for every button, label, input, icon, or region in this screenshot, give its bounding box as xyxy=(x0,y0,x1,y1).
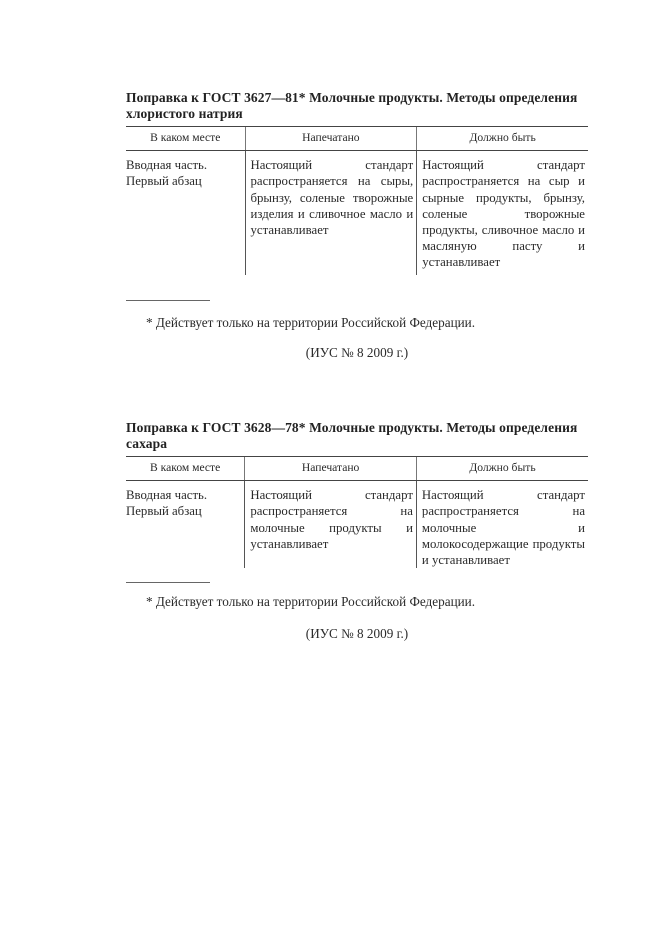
footnote: * Действует только на территории Российской Федерации. xyxy=(146,315,476,330)
cell-printed xyxy=(245,151,417,276)
cell-place-text: Вводная часть. Первый абзац xyxy=(126,488,208,519)
table-header-row xyxy=(126,457,588,481)
cell-should-be xyxy=(416,481,588,569)
column-header-should-be: Должно быть xyxy=(417,127,588,151)
footnote-divider xyxy=(126,582,210,583)
cell-should-be-text: Настоящий стандарт распространяется на сыр и сырные продукты, брынзу, соленые творожные продукты, сливочное масло и масляную пасту и устанавливает xyxy=(422,158,585,270)
column-header-place: В каком месте xyxy=(126,127,245,151)
amendment-1 xyxy=(126,90,588,360)
cell-should-be xyxy=(417,151,588,276)
table-row xyxy=(126,481,588,569)
column-header-should-be: Должно быть xyxy=(416,457,588,481)
table-row xyxy=(126,151,588,276)
table-header-row xyxy=(126,127,588,151)
cell-printed-text: Настоящий стандарт распространяется на молочные продукты и устанавливает xyxy=(250,488,413,551)
footnote: * Действует только на территории Российской Федерации. xyxy=(146,594,476,609)
amendment-table xyxy=(126,126,588,275)
amendment-table xyxy=(126,456,588,568)
cell-place xyxy=(126,481,245,569)
cell-printed-text: Настоящий стандарт распространяется на сыры, брынзу, соленые творожные изделия и сливочное масло и устанавливает xyxy=(250,158,414,238)
cell-should-be-text: Настоящий стандарт распространяется на молочные и молокосодержащие продукты и устанавливает xyxy=(421,488,585,568)
column-header-printed: Напечатано xyxy=(245,127,417,151)
ius-reference: (ИУС № 8 2009 г.) xyxy=(305,345,409,360)
cell-printed xyxy=(245,481,417,569)
footnote-divider xyxy=(126,300,210,301)
column-header-printed: Напечатано xyxy=(245,457,417,481)
column-header-place: В каком месте xyxy=(126,457,245,481)
cell-place xyxy=(126,151,245,276)
cell-place-text: Вводная часть. Первый абзац xyxy=(126,158,208,189)
ius-reference: (ИУС № 8 2009 г.) xyxy=(305,626,409,641)
amendment-title: Поправка к ГОСТ 3628—78* Молочные продукты. Методы определения сахара xyxy=(126,420,578,451)
amendment-title: Поправка к ГОСТ 3627—81* Молочные продукты. Методы определения хлористого натрия xyxy=(126,90,578,121)
amendment-2 xyxy=(126,420,588,641)
